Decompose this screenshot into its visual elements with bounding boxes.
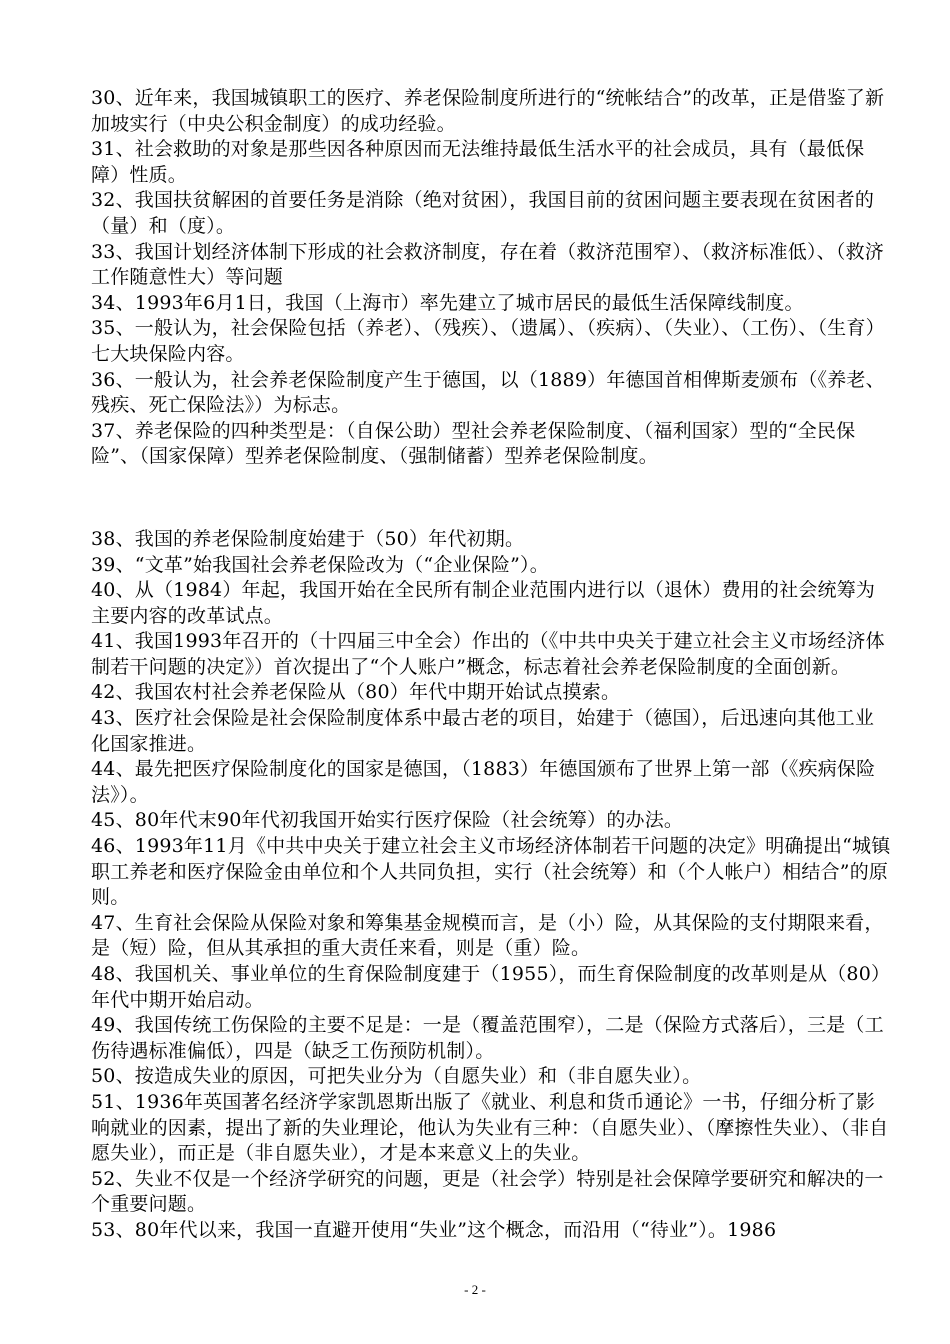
question-item: 45、80年代末90年代初我国开始实行医疗保险（社会统筹）的办法。 [91, 809, 684, 832]
question-item: 48、我国机关、事业单位的生育保险制度建于（1955），而生育保险制度的改革则是从（80）年代中期开始启动。 [91, 963, 891, 1011]
question-item: 51、1936年英国著名经济学家凯恩斯出版了《就业、利息和货币通论》一书，仔细分析了影响就业的因素，提出了新的失业理论，他认为失业有三种：（自愿失业）、（摩擦性失业）、（非自愿失业），而正是（非自愿失业），才是本来意义上的失业。 [91, 1090, 889, 1165]
page-number: - 2 - [464, 1282, 486, 1297]
question-item: 47、生育社会保险从保险对象和筹集基金规模而言，是（小）险，从其保险的支付期限来看，是（短）险，但从其承担的重大责任来看，则是（重）险。 [91, 911, 884, 960]
question-item: 46、1993年11月《中共中央关于建立社会主义市场经济体制若干问题的决定》明确提出“城镇职工养老和医疗保险金由单位和个人共同负担，实行（社会统筹）和（个人帐户）相结合”的原则。 [91, 835, 891, 909]
question-item: 42、我国农村社会养老保险从（80）年代中期开始试点摸索。 [91, 681, 621, 704]
document-body [91, 86, 891, 1244]
question-item: 33、我国计划经济体制下形成的社会救济制度，存在着（救济范围窄）、（救济标准低）、（救济工作随意性大）等问题 [91, 240, 884, 289]
question-item: 50、按造成失业的原因，可把失业分为（自愿失业）和（非自愿失业）。 [91, 1065, 702, 1088]
question-item: 30、近年来，我国城镇职工的医疗、养老保险制度所进行的“统帐结合”的改革，正是借鉴了新加坡实行（中央公积金制度）的成功经验。 [91, 87, 885, 135]
question-item: 39、“文革”始我国社会养老保险改为（“企业保险”）。 [91, 553, 549, 576]
question-item: 44、最先把医疗保险制度化的国家是德国，（1883）年德国颁布了世界上第一部（《疾病保险法》）。 [91, 758, 876, 806]
question-item: 34、1993年6月1日，我国（上海市）率先建立了城市居民的最低生活保障线制度。 [91, 291, 804, 314]
question-item: 38、我国的养老保险制度始建于（50）年代初期。 [91, 527, 525, 550]
question-item: 41、我国1993年召开的（十四届三中全会）作出的（《中共中央关于建立社会主义市场经济体制若干问题的决定》）首次提出了“个人账户”概念，标志着社会养老保险制度的全面创新。 [91, 630, 885, 678]
question-item: 52、失业不仅是一个经济学研究的问题，更是（社会学）特别是社会保障学要研究和解决的一个重要问题。 [91, 1167, 884, 1216]
question-item: 53、80年代以来，我国一直避开使用“失业”这个概念，而沿用（“待业”）。1986 [91, 1218, 777, 1241]
question-item: 43、医疗社会保险是社会保险制度体系中最古老的项目，始建于（德国），后迅速向其他工业化国家推进。 [91, 707, 875, 755]
question-item: 36、一般认为，社会养老保险制度产生于德国，以（1889）年德国首相俾斯麦颁布（《养老、残疾、死亡保险法》）为标志。 [91, 368, 885, 417]
question-item: 37、养老保险的四种类型是：（自保公助）型社会养老保险制度、（福利国家）型的“全民保险”、（国家保障）型养老保险制度、（强制储蓄）型养老保险制度。 [91, 419, 856, 468]
blank-line [91, 486, 891, 511]
question-item: 31、社会救助的对象是那些因各种原因而无法维持最低生活水平的社会成员，具有（最低保障）性质。 [91, 138, 865, 186]
question-item: 35、一般认为，社会保险包括（养老）、（残疾）、（遗属）、（疾病）、（失业）、（工伤）、（生育）七大块保险内容。 [91, 317, 885, 365]
question-item: 32、我国扶贫解困的首要任务是消除（绝对贫困），我国目前的贫困问题主要表现在贫困者的（量）和（度）。 [91, 189, 875, 237]
question-item: 49、我国传统工伤保险的主要不足是：一是（覆盖范围窄），二是（保险方式落后），三是（工伤待遇标准偏低），四是（缺乏工伤预防机制）。 [91, 1014, 884, 1062]
question-item: 40、从（1984）年起，我国开始在全民所有制企业范围内进行以（退休）费用的社会统筹为主要内容的改革试点。 [91, 579, 876, 627]
